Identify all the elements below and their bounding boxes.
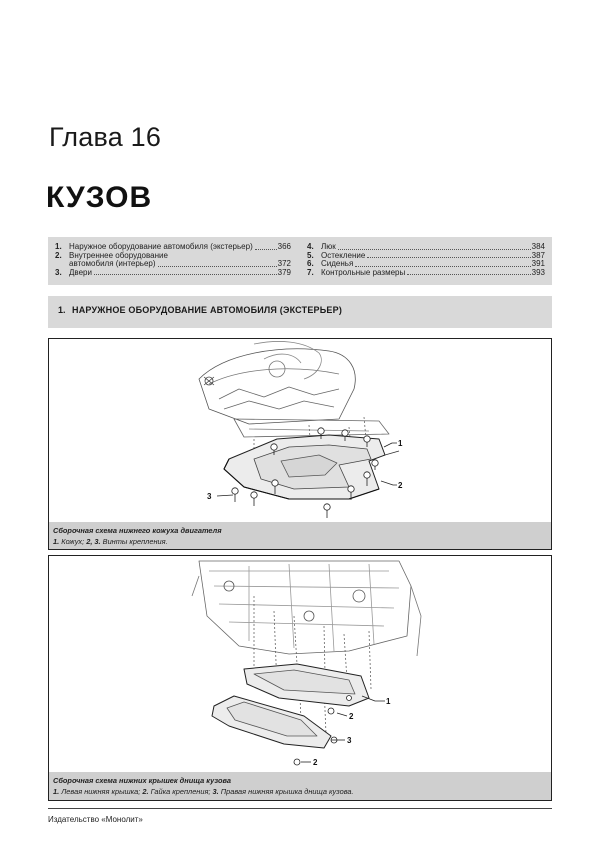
- callout-2-lower: 2: [313, 758, 318, 767]
- callout-2: 2: [398, 481, 403, 490]
- part-description: Правая нижняя крышка днища кузова.: [218, 787, 354, 796]
- part-number: 2.: [142, 787, 149, 796]
- toc-leader-dots: [355, 260, 530, 267]
- toc-leader-dots: [407, 269, 530, 276]
- toc-column-right: [307, 243, 545, 277]
- part-description: Кожух;: [59, 537, 87, 546]
- toc-entry[interactable]: [55, 269, 291, 278]
- section-title: НАРУЖНОЕ ОБОРУДОВАНИЕ АВТОМОБИЛЯ (ЭКСТЕРЬЕР): [72, 305, 343, 315]
- section-heading-bar: [48, 296, 552, 328]
- toc-entry-number: 7.: [307, 267, 314, 277]
- callout-1: 1: [398, 439, 403, 448]
- toc-entry-page: 372: [277, 259, 291, 268]
- caption-title: Сборочная схема нижнего кожуха двигателя: [53, 526, 222, 535]
- figure-caption: [49, 522, 551, 549]
- toc-entry-page: 393: [531, 267, 545, 277]
- callout-2: 2: [349, 712, 354, 721]
- toc-leader-dots: [94, 269, 277, 276]
- toc-entry-page: 391: [531, 259, 545, 268]
- toc-leader-dots: [338, 243, 531, 250]
- part-description: Левая нижняя крышка;: [59, 787, 143, 796]
- toc-entry-number: 2.: [55, 250, 62, 260]
- callout-3: 3: [347, 736, 352, 745]
- table-of-contents: [48, 237, 552, 285]
- toc-entry[interactable]: [307, 269, 545, 278]
- toc-entry-number: 6.: [307, 259, 314, 268]
- toc-entry-text: Контрольные размеры: [321, 267, 406, 277]
- toc-entry-text: Двери: [69, 267, 92, 277]
- toc-leader-dots: [158, 260, 277, 267]
- toc-entry-page: 379: [277, 267, 291, 277]
- caption-parts-list: [53, 787, 354, 796]
- section-number: 1.: [58, 305, 66, 315]
- toc-entry-number: 5.: [307, 250, 314, 260]
- toc-entry-number: 1.: [55, 242, 62, 251]
- toc-entry-text: Внутреннее оборудование: [69, 250, 168, 260]
- figure-underbody-covers: [48, 555, 552, 801]
- toc-entry-text: Остекление: [321, 250, 366, 260]
- toc-entry-text: Сиденья: [321, 259, 354, 268]
- figure-caption: [49, 772, 551, 800]
- callout-3: 3: [207, 492, 212, 501]
- toc-entry-page: 387: [531, 250, 545, 260]
- toc-entry-page: 384: [531, 242, 545, 251]
- part-description: Винты крепления.: [100, 537, 168, 546]
- underbody-covers-illustration: [49, 556, 551, 772]
- toc-leader-dots: [255, 243, 277, 250]
- caption-parts-list: [53, 537, 168, 546]
- caption-title: Сборочная схема нижних крышек днища кузова: [53, 776, 231, 785]
- page-title: КУЗОВ: [46, 181, 153, 214]
- toc-entry-text: Наружное оборудование автомобиля (экстерьер): [69, 242, 253, 251]
- publisher-footer: Издательство «Монолит»: [48, 815, 143, 824]
- chapter-heading: Глава 16: [49, 122, 162, 152]
- callout-1: 1: [386, 697, 391, 706]
- footer-divider: [48, 808, 552, 809]
- part-number: 3.: [212, 787, 219, 796]
- part-number: 2, 3.: [86, 537, 101, 546]
- toc-entry-number: 4.: [307, 242, 314, 251]
- engine-cover-illustration: [49, 339, 551, 522]
- part-number: 1.: [53, 537, 60, 546]
- toc-entry-page: 366: [277, 242, 291, 251]
- toc-column-left: [55, 243, 291, 277]
- toc-entry-text: автомобиля (интерьер): [69, 259, 156, 268]
- toc-entry-text: Люк: [321, 242, 336, 251]
- toc-leader-dots: [367, 252, 530, 259]
- part-description: Гайка крепления;: [148, 787, 213, 796]
- toc-entry-number: 3.: [55, 267, 62, 277]
- part-number: 1.: [53, 787, 60, 796]
- figure-engine-cover: [48, 338, 552, 550]
